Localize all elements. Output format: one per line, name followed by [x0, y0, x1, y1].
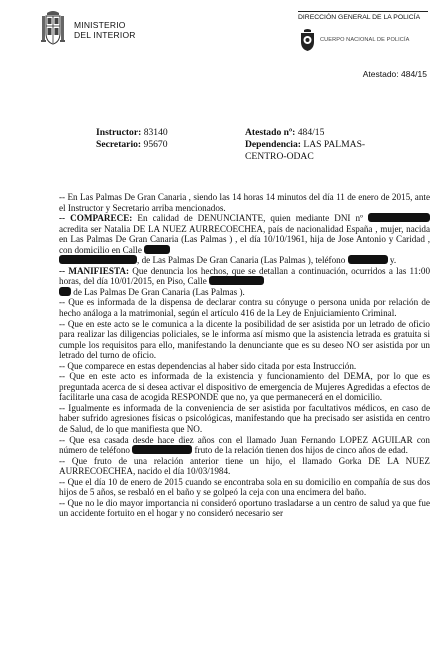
spain-coat-of-arms-icon — [38, 9, 68, 47]
directorate-title: DIRECCIÓN GENERAL DE LA POLICÍA — [298, 14, 421, 21]
paragraph-opening: -- En Las Palmas De Gran Canaria , siendo las 14 horas 14 minutos del día 11 de enero de 2015, ante el Instructor y Secretario arriba mencionados. — [59, 192, 430, 213]
secretario-value: 95670 — [143, 139, 168, 150]
atestado-reference: Atestado: 484/15 — [362, 69, 427, 79]
case-info — [245, 127, 365, 163]
ministry-header — [38, 9, 158, 49]
report-body — [59, 192, 430, 519]
paragraph-citada: -- Que comparece en estas dependencias al haber sido citada por esta Instrucción. — [59, 360, 357, 371]
dependencia-label: Dependencia: — [245, 139, 301, 150]
police-badge-icon — [299, 28, 316, 52]
corps-name: CUERPO NACIONAL DE POLICÍA — [320, 37, 410, 43]
paragraph-incidente: -- Que el día 10 de enero de 2015 cuando se encontraba sola en su domicilio en compañía de sus dos hijos de 5 años, se resbaló en el baño y se golpeó la ceja con una encimera del baño. — [59, 476, 430, 498]
paragraph-importancia: -- Que no le dio mayor importancia ni consideró oportuno trasladarse a un centro de salud ya que fue un accidente fortuito en el hogar y no consideró necesario ser — [59, 497, 430, 519]
paragraph-comparece: -- COMPARECE: En calidad de DENUNCIANTE, quien mediante DNI nº acredita ser Natalia DE LA NUEZ AURRECOECHEA, país de nacionalidad España , mujer, nacida en Las Palmas De Gran Canaria (Las Palmas ) , el día 10/10/1961, hija de Jose Antonio y Caridad , con domicilio en Calle , de Las Palmas De Gran Canaria (Las Palmas ), teléfono y. — [59, 213, 430, 266]
redaction-block — [348, 255, 388, 264]
paragraph-facultativos: -- Igualmente es informada de la conveniencia de ser asistida por facultativos médicos, en caso de haber sufrido agresiones físicas o psicológicas, manifestando que ha precisado ser asistida en centro de Salud, de lo que manifiesta que NO. — [59, 402, 430, 435]
paragraph-manifiesta: -- MANIFIESTA: Que denuncia los hechos, que se detallan a continuación, ocurridos a las 11:00 horas, del día 10/01/2015, en Piso, Calle de Las Palmas De Gran Canaria (Las Palmas ). — [59, 265, 431, 297]
secretario-label: Secretario: — [96, 139, 142, 150]
redaction-block — [132, 445, 192, 454]
officer-info — [96, 127, 168, 151]
instructor-label: Instructor: — [96, 127, 142, 138]
redaction-block — [59, 287, 71, 296]
paragraph-dispensa: -- Que es informada de la dispensa de declarar contra su cónyuge o persona unida por relación de hecho análoga a la matrimonial, según el artículo 416 de la Ley de Enjuiciamiento Criminal. — [59, 297, 430, 319]
ministry-name: MINISTERIO DEL INTERIOR — [74, 20, 136, 40]
redaction-block — [59, 255, 137, 264]
paragraph-hijo: -- Que fruto de una relación anterior tiene un hijo, el llamado Gorka DE LA NUEZ AURRECOECHEA, nacido el día 10/03/1984. — [59, 455, 430, 477]
paragraph-dema: -- Que en este acto es informada de la existencia y funcionamiento del DEMA, por lo que es preguntada acerca de si desea activar el dispositivo de emergencia de Mujeres Agredidas a efectos de facilitarle una casa de acogida RESPONDE que no, ya que permanecerá en el domicilio. — [59, 371, 430, 403]
dependencia-value: LAS PALMAS- — [303, 139, 366, 150]
instructor-value: 83140 — [143, 127, 168, 138]
header-rule — [298, 11, 428, 12]
paragraph-letrado: -- Que en este acto se le comunica a la dicente la posibilidad de ser asistida por un letrado de oficio para realizar las diligencias policiales, se le informa así mismo que la asistencia letrada es gratuita si cumple los requisitos para ello, manifestando la denunciante que es su deseo NO ser asistida por un letrado del turno de oficio. — [59, 318, 430, 361]
paragraph-casada: -- Que esa casada desde hace diez años con el llamado Juan Fernando LOPEZ AGUILAR con número de teléfono fruto de la relación tienen dos hijos de cinco años de edad. — [59, 434, 430, 456]
atestado-value: 484/15 — [297, 127, 325, 138]
atestado-label: Atestado nº: — [245, 127, 296, 138]
redaction-block — [144, 245, 170, 254]
dependencia-value-2: CENTRO-ODAC — [245, 151, 314, 162]
police-header — [298, 8, 428, 68]
redaction-block — [368, 213, 430, 222]
redaction-block — [209, 276, 264, 285]
